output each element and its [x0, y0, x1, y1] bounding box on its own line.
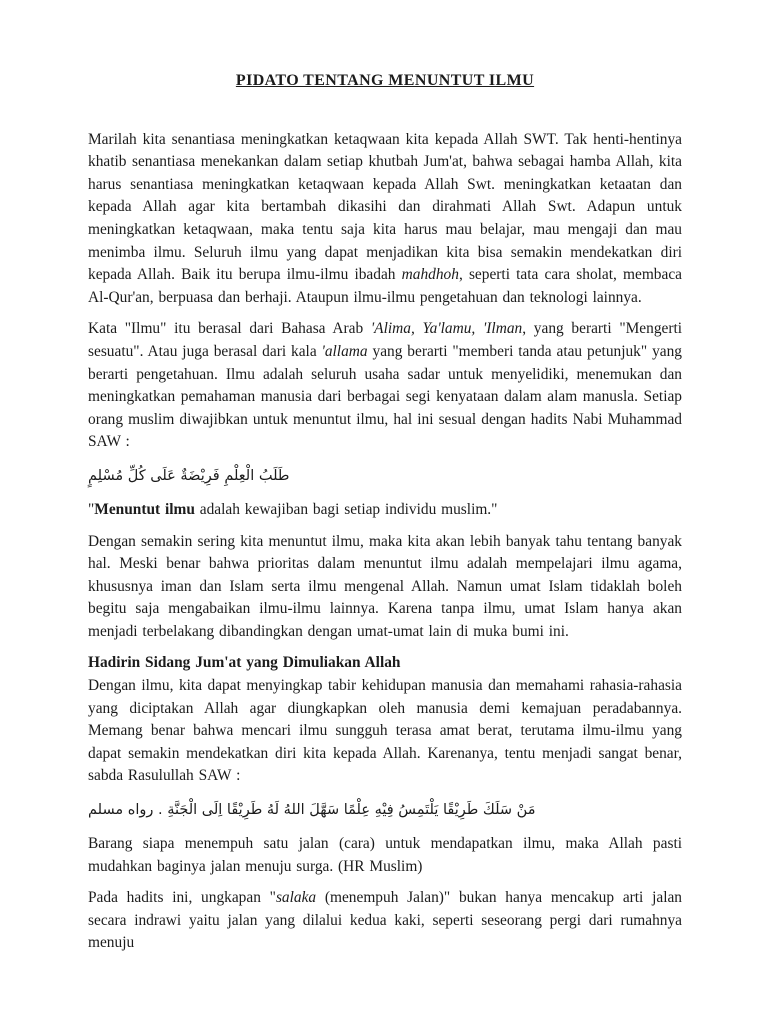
paragraph-salaka-explanation — [88, 887, 682, 955]
arabic-hadith-line-2: مَنْ سَلَكَ طَرِيْقًا يَلْتَمِسُ فِيْهِ عِلْمًا سَهَّلَ اللهُ لَهُ طَرِيْقًا اِلَى الْجَنَّةِ . رواه مسلم — [88, 802, 536, 819]
paragraph-benefit-ilmu: Dengan semakin sering kita menuntut ilmu, maka kita akan lebih banyak tahu tentang banyak hal. Meski benar bahwa prioritas dalam menuntut ilmu adalah mempelajari ilmu agama, khususnya iman dan Islam serta ilmu mengenal Allah. Namun umat Islam tidaklah boleh begitu saja mengabaikan ilmu-ilmu lainnya. Karena tanpa ilmu, umat Islam hanya akan menjadi terbelakang dibandingkan dengan umat-umat lain di muka bumi ini. — [88, 532, 682, 640]
paragraph-definition-ilmu — [88, 318, 682, 454]
bold-text-run: Menuntut ilmu — [94, 500, 195, 518]
text-run: Marilah kita senantiasa meningkatkan ketaqwaan kita kepada Allah SWT. Tak henti-hentinya khatib senantiasa menekankan dalam setiap khutbah Jum'at, bahwa sebagai hamba Allah, kita harus senantiasa meningkatkan ketaqwaan kepada Allah Swt. meningkatkan ketaatan dan kepada Allah agar kita bertambah dikasihi dan dirahmati Allah Swt. Adapun untuk meningkatkan ketaqwaan, maka tentu saja kita harus mau belajar, mau mengaji dan mau menimba ilmu. Seluruh ilmu yang dapat menjadikan kita bisa semakin mendekatkan diri kepada Allah. Baik itu berupa ilmu-ilmu ibadah — [88, 130, 682, 284]
italic-text-run: mahdhoh — [401, 266, 459, 284]
text-run: (menempuh Jalan)" bukan hanya mencakup arti jalan secara indrawi yaitu jalan yang dilalui kedua kaki, seperti seseorang pergi dari rumahnya menuju — [88, 889, 682, 952]
hadith-translation-1 — [88, 499, 682, 522]
text-run: " — [88, 500, 95, 518]
paragraph-intro — [88, 129, 682, 310]
text-run: Pada hadits ini, ungkapan " — [88, 889, 276, 907]
italic-text-run: 'Alima, Ya'lamu, 'Ilman — [370, 320, 523, 338]
hadith-translation-2: Barang siapa menempuh satu jalan (cara) untuk mendapatkan ilmu, maka Allah pasti mudahkan baginya jalan menuju surga. (HR Muslim) — [88, 835, 682, 875]
text-run: , yang berarti "Mengerti sesuatu". Atau juga berasal dari kala — [88, 320, 683, 360]
page-title: PIDATO TENTANG MENUNTUT ILMU — [235, 72, 535, 89]
italic-text-run: salaka — [275, 889, 317, 907]
text-run: yang berarti "memberi tanda atau petunjuk" yang berarti pengetahuan. Ilmu adalah seluruh usaha sadar untuk menyelidiki, menemukan dan meningkatkan pemahaman manusia dari berbagai segi kenyataan dalam alam manusla. Setiap orang muslim diwajibkan untuk menuntut ilmu, hal ini sesual dengan hadits Nabi Muhammad SAW : — [88, 342, 682, 451]
arabic-hadith-line-1: طَلَبُ الْعِلْمِ فَرِيْضَةٌ عَلَى كُلِّ مُسْلِمٍ — [88, 467, 290, 484]
text-run: adalah kewajiban bagi setiap individu muslim." — [194, 500, 498, 518]
text-run: , seperti tata cara sholat, membaca Al-Qur'an, berpuasa dan berhaji. Ataupun ilmu-ilmu pengetahuan dan teknologi lainnya. — [88, 266, 682, 306]
paragraph-hadirin-body: Dengan ilmu, kita dapat menyingkap tabir kehidupan manusia dan memahami rahasia-rahasia yang diciptakan Allah agar diungkapkan oleh manusia demi kemajuan peradabannya. Memang benar bahwa mencari ilmu sungguh terasa amat berat, terutama ilmu-ilmu yang dapat semakin mendekatkan diri kita kepada Allah. Karenanya, tentu menjadi sangat benar, sabda Rasulullah SAW : — [88, 677, 682, 785]
italic-text-run: 'allama — [321, 342, 368, 360]
text-run: Kata "Ilmu" itu berasal dari Bahasa Arab — [88, 320, 371, 338]
section-heading-hadirin: Hadirin Sidang Jum'at yang Dimuliakan Allah — [88, 654, 401, 672]
